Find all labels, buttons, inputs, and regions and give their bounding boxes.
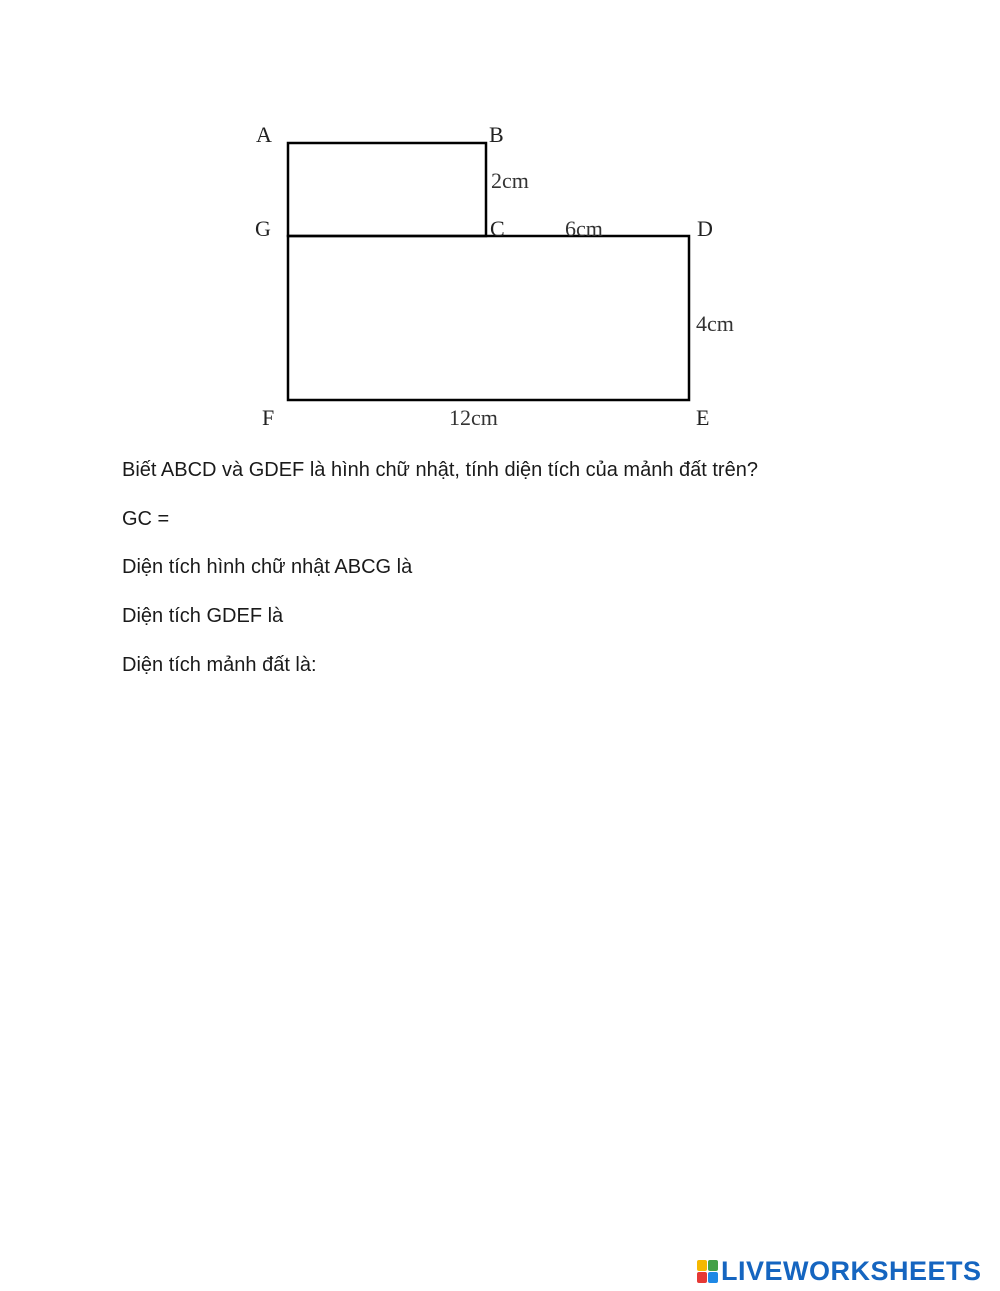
question-text: Biết ABCD và GDEF là hình chữ nhật, tính diện tích của mảnh đất trên? (122, 459, 758, 481)
logo-block-4 (708, 1272, 718, 1283)
area-total-line: Diện tích mảnh đất là: (122, 654, 317, 676)
dimension-label-cd: 6cm (565, 216, 603, 241)
point-label-a: A (256, 122, 272, 147)
logo-block-1 (697, 1260, 707, 1271)
area-gdef-line: Diện tích GDEF là (122, 605, 284, 627)
geometry-figure (0, 0, 1000, 440)
point-label-e: E (696, 405, 710, 430)
logo-block-3 (697, 1272, 707, 1283)
point-label-c: C (490, 216, 505, 241)
dimension-label-de: 4cm (696, 311, 734, 336)
logo-blocks-icon (697, 1260, 718, 1283)
point-label-f: F (262, 405, 275, 430)
gc-line: GC = (122, 508, 170, 530)
point-label-d: D (697, 216, 713, 241)
dimension-label-fe: 12cm (449, 405, 498, 430)
dimension-label-bc: 2cm (491, 168, 529, 193)
rect-abcg (288, 143, 486, 236)
point-label-g: G (255, 216, 271, 241)
logo-text: LIVEWORKSHEETS (721, 1255, 982, 1286)
area-abcg-line: Diện tích hình chữ nhật ABCG là (122, 556, 413, 578)
rect-gdef (288, 236, 689, 400)
liveworksheets-logo (697, 1256, 982, 1286)
point-label-b: B (489, 122, 504, 147)
logo-block-2 (708, 1260, 718, 1271)
